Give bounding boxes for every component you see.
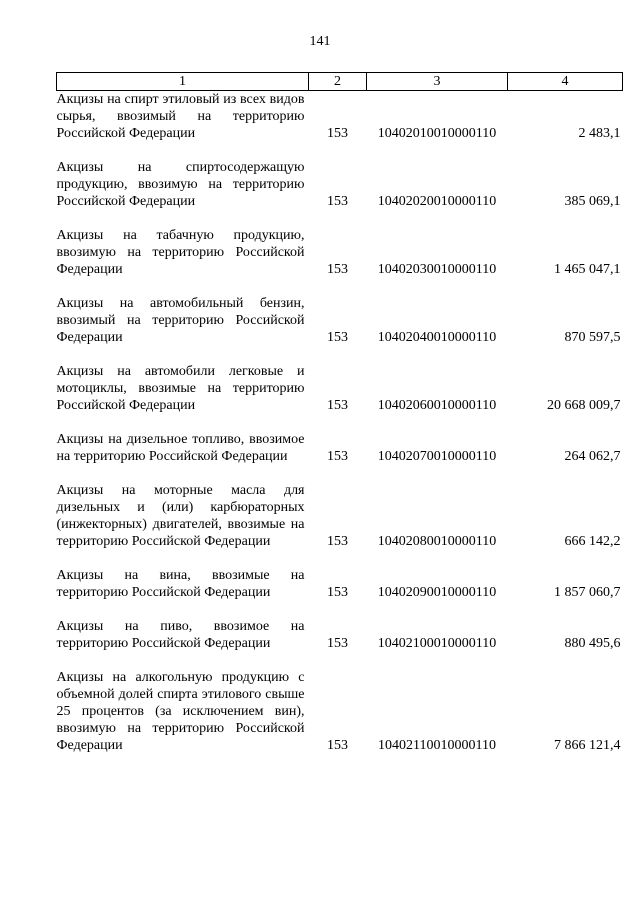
row-spacer — [57, 210, 623, 227]
row-name: Акцизы на вина, ввозимые на территорию Российской Федерации — [56, 568, 305, 600]
row-spacer — [57, 142, 623, 159]
row-amount: 880 495,6 — [564, 636, 621, 651]
header-row — [57, 73, 623, 91]
row-amount: 666 142,2 — [564, 534, 621, 549]
row-admin-code: 153 — [327, 738, 348, 753]
header-col-2: 2 — [309, 73, 367, 91]
row-spacer — [57, 465, 623, 482]
row-admin-code: 153 — [327, 398, 348, 413]
row-amount: 2 483,1 — [578, 126, 621, 141]
table-row — [57, 91, 623, 143]
row-admin-code: 153 — [327, 126, 348, 141]
row-classification-code: 10402040010000110 — [377, 330, 497, 345]
row-classification-code: 10402060010000110 — [377, 398, 497, 413]
table-row — [57, 567, 623, 601]
row-name: Акцизы на автомобильный бензин, ввозимый на территорию Российской Федерации — [56, 296, 305, 345]
row-classification-code: 10402030010000110 — [377, 262, 497, 277]
table-row — [57, 431, 623, 465]
row-admin-code: 153 — [327, 262, 348, 277]
row-amount: 20 668 009,7 — [547, 398, 621, 413]
table-row — [57, 669, 623, 754]
row-admin-code: 153 — [327, 449, 348, 464]
row-name: Акцизы на спиртосодержащую продукцию, ввозимую на территорию Российской Федерации — [56, 160, 305, 209]
row-spacer — [57, 550, 623, 567]
row-spacer — [57, 601, 623, 618]
table-row — [57, 227, 623, 278]
row-admin-code: 153 — [327, 330, 348, 345]
row-spacer — [57, 652, 623, 669]
row-amount: 7 866 121,4 — [554, 738, 621, 753]
row-name: Акцизы на алкогольную продукцию с объемной долей спирта этилового свыше 25 процентов (за исключением вин), ввозимую на территорию Российской Федерации — [56, 670, 305, 753]
table-row — [57, 159, 623, 210]
row-classification-code: 10402010010000110 — [377, 126, 497, 141]
row-classification-code: 10402110010000110 — [378, 738, 496, 753]
row-admin-code: 153 — [327, 636, 348, 651]
row-spacer — [57, 278, 623, 295]
header-col-1: 1 — [57, 73, 309, 91]
row-name: Акцизы на автомобили легковые и мотоциклы, ввозимые на территорию Российской Федерации — [56, 364, 305, 413]
row-classification-code: 10402070010000110 — [377, 449, 497, 464]
table-header — [57, 73, 623, 91]
row-classification-code: 10402020010000110 — [377, 194, 497, 209]
row-classification-code: 10402090010000110 — [377, 585, 497, 600]
header-col-4: 4 — [508, 73, 623, 91]
table-row — [57, 363, 623, 414]
row-spacer — [57, 346, 623, 363]
row-amount: 870 597,5 — [564, 330, 621, 345]
page-number: 141 — [309, 34, 331, 49]
row-spacer — [57, 414, 623, 431]
table-row — [57, 295, 623, 346]
row-admin-code: 153 — [327, 194, 348, 209]
row-amount: 1 465 047,1 — [554, 262, 621, 277]
row-classification-code: 10402100010000110 — [377, 636, 497, 651]
header-col-3: 3 — [367, 73, 508, 91]
row-amount: 264 062,7 — [564, 449, 621, 464]
revenue-table — [56, 72, 623, 754]
table-row — [57, 482, 623, 550]
row-amount: 385 069,1 — [564, 194, 621, 209]
row-name: Акцизы на пиво, ввозимое на территорию Российской Федерации — [56, 619, 305, 651]
row-name: Акцизы на спирт этиловый из всех видов сырья, ввозимый на территорию Российской Федерации — [56, 92, 305, 141]
row-name: Акцизы на дизельное топливо, ввозимое на территорию Российской Федерации — [56, 432, 305, 464]
row-amount: 1 857 060,7 — [554, 585, 621, 600]
table-body — [57, 91, 623, 755]
table-row — [57, 618, 623, 652]
row-classification-code: 10402080010000110 — [377, 534, 497, 549]
row-name: Акцизы на табачную продукцию, ввозимую на территорию Российской Федерации — [56, 228, 305, 277]
row-name: Акцизы на моторные масла для дизельных и (или) карбюраторных (инжекторных) двигателей, ввозимые на территорию Российской Федерации — [56, 483, 305, 549]
row-admin-code: 153 — [327, 585, 348, 600]
row-admin-code: 153 — [327, 534, 348, 549]
